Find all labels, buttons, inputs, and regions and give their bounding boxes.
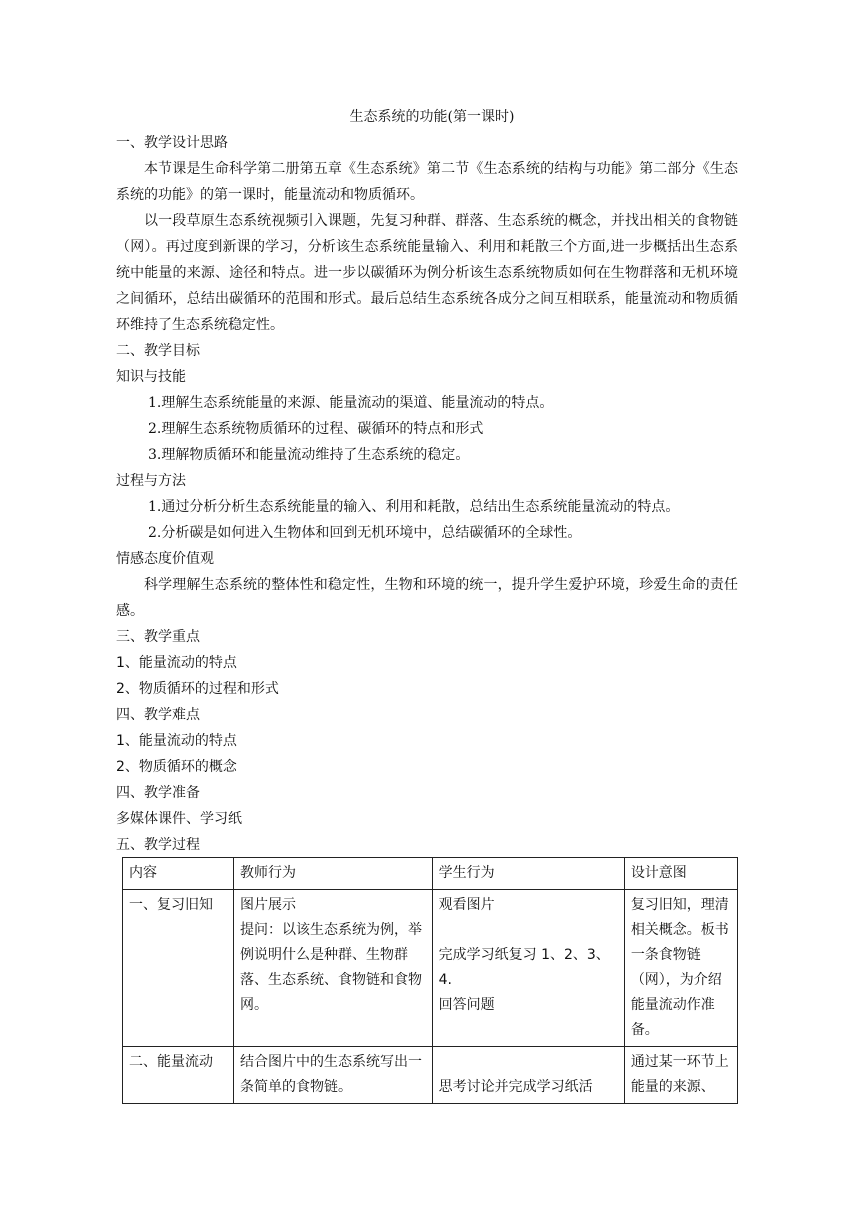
table-cell: 复习旧知，理清相关概念。板书一条食物链（网），为介绍能量流动作准备。 bbox=[624, 890, 737, 1047]
cell-text: 图片展示 bbox=[240, 897, 297, 913]
column-header: 学生行为 bbox=[432, 858, 624, 890]
paragraph-emotion: 科学理解生态系统的整体性和稳定性，生物和环境的统一，提升学生爱护环境，珍爱生命的责任感。 bbox=[116, 577, 738, 619]
cell-text: 提问：以该生态系统为例，举例说明什么是种群、生物群落、生态系统、食物链和食物网。 bbox=[240, 922, 423, 1013]
section-heading-preparation: 四、教学准备 bbox=[116, 785, 200, 801]
section-heading-keypoints: 三、教学重点 bbox=[116, 629, 200, 645]
cell-text: 完成学习纸复习 1、2、3、4. bbox=[438, 947, 610, 988]
table-cell: 通过某一环节上能量的来源、 bbox=[624, 1047, 737, 1104]
subheading-knowledge: 知识与技能 bbox=[116, 369, 186, 385]
table-row bbox=[123, 890, 738, 1047]
section-heading-design: 一、教学设计思路 bbox=[116, 135, 228, 151]
table-cell: 结合图片中的生态系统写出一条简单的食物链。 bbox=[234, 1047, 433, 1104]
section-heading-difficulties: 四、教学难点 bbox=[116, 707, 200, 723]
table-cell: 二、能量流动 bbox=[123, 1047, 234, 1104]
column-header: 设计意图 bbox=[624, 858, 737, 890]
cell-spacer bbox=[439, 918, 618, 943]
paragraph-design-2: 以一段草原生态系统视频引入课题，先复习种群、群落、生态系统的概念，并找出相关的食物链（网）。再过度到新课的学习，分析该生态系统能量输入、利用和耗散三个方面,进一步概括出生态系统中能量的来源、途径和特点。进一步以碳循环为例分析该生态系统物质如何在生物群落和无机环境之间循环，总结出碳循环的范围和形式。最后总结生态系统各成分之间互相联系，能量流动和物质循环维持了生态系统稳定性。 bbox=[116, 213, 738, 333]
preparation-text: 多媒体课件、学习纸 bbox=[116, 811, 242, 827]
goal-item: 3.理解物质循环和能量流动维持了生态系统的稳定。 bbox=[148, 447, 470, 463]
keypoint-item: 1、能量流动的特点 bbox=[116, 655, 237, 671]
subheading-process: 过程与方法 bbox=[116, 473, 186, 489]
table-header-row bbox=[123, 858, 738, 890]
table-cell bbox=[432, 1047, 624, 1104]
goal-item: 1.通过分析分析生态系统能量的输入、利用和耗散，总结出生态系统能量流动的特点。 bbox=[148, 499, 680, 515]
goal-item: 1.理解生态系统能量的来源、能量流动的渠道、能量流动的特点。 bbox=[148, 395, 554, 411]
cell-spacer bbox=[439, 1050, 618, 1075]
goal-item: 2.分析碳是如何进入生物体和回到无机环境中，总结碳循环的全球性。 bbox=[148, 525, 582, 541]
goal-item: 2.理解生态系统物质循环的过程、碳循环的特点和形式 bbox=[148, 421, 484, 437]
column-header: 内容 bbox=[123, 858, 234, 890]
column-header: 教师行为 bbox=[234, 858, 433, 890]
section-heading-goals: 二、教学目标 bbox=[116, 343, 200, 359]
paragraph-design-1: 本节课是生命科学第二册第五章《生态系统》第二节《生态系统的结构与功能》第二部分《生态系统的功能》的第一课时，能量流动和物质循环。 bbox=[116, 161, 738, 203]
cell-text: 思考讨论并完成学习纸活 bbox=[438, 1079, 593, 1095]
document-page bbox=[116, 104, 738, 858]
lesson-process-table bbox=[122, 857, 738, 1104]
cell-text: 观看图片 bbox=[438, 897, 495, 913]
difficulty-item: 2、物质循环的概念 bbox=[116, 759, 237, 775]
section-heading-process: 五、教学过程 bbox=[116, 837, 200, 853]
cell-text: 回答问题 bbox=[438, 997, 495, 1013]
page-title: 生态系统的功能(第一课时) bbox=[349, 109, 515, 125]
difficulty-item: 1、能量流动的特点 bbox=[116, 733, 237, 749]
table-cell bbox=[234, 890, 433, 1047]
table-cell: 一、复习旧知 bbox=[123, 890, 234, 1047]
keypoint-item: 2、物质循环的过程和形式 bbox=[116, 681, 279, 697]
subheading-emotion: 情感态度价值观 bbox=[116, 551, 214, 567]
table-row bbox=[123, 1047, 738, 1104]
table-cell bbox=[432, 890, 624, 1047]
